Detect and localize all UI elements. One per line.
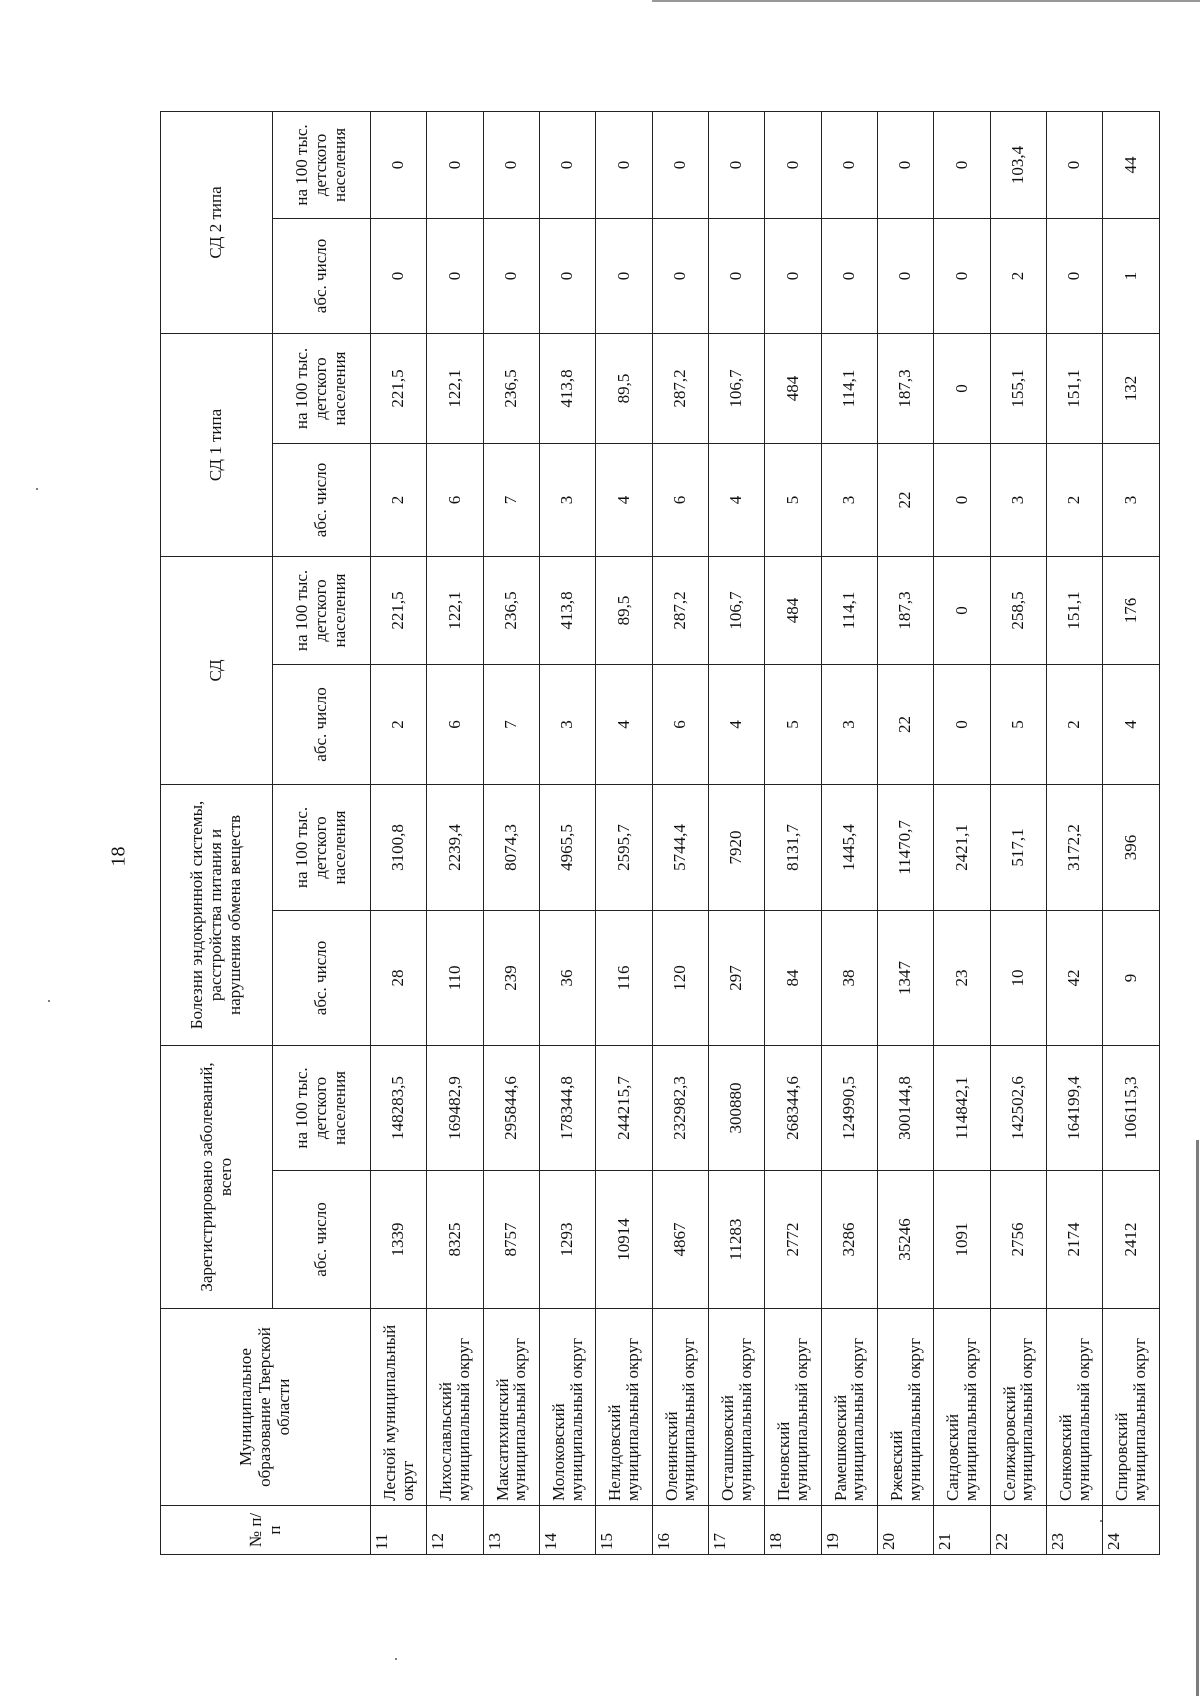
municipality-name: Оленинский муниципальный округ [652, 1309, 708, 1506]
header-registered: Зарегистрировано заболеваний, всего [161, 1045, 273, 1308]
sd1-per100k: 236,5 [483, 333, 539, 443]
municipality-name: Рамешковский муниципальный округ [821, 1309, 877, 1506]
sd1-abs: 2 [371, 443, 427, 556]
sd1-per100k: 89,5 [596, 333, 652, 443]
subheader-abs: абс. число [273, 443, 371, 556]
sd1-per100k: 484 [765, 333, 821, 443]
registered-per100k: 124990,5 [821, 1045, 877, 1170]
row-number: 18 [765, 1506, 821, 1555]
endocrine-abs: 42 [1047, 910, 1103, 1045]
row-number: 14 [540, 1506, 596, 1555]
registered-abs: 1091 [934, 1171, 990, 1309]
sd2-per100k: 0 [709, 111, 765, 218]
sd-abs: 4 [1103, 664, 1160, 784]
sd2-abs: 2 [990, 218, 1046, 333]
table-row [652, 111, 708, 1554]
morbidity-table [160, 111, 1160, 1555]
registered-per100k: 300880 [709, 1045, 765, 1170]
row-number: 21 [934, 1506, 990, 1555]
sd2-per100k: 0 [427, 111, 483, 218]
sd-per100k: 413,8 [540, 556, 596, 664]
registered-abs: 1339 [371, 1171, 427, 1309]
registered-per100k: 148283,5 [371, 1045, 427, 1170]
sd-per100k: 287,2 [652, 556, 708, 664]
subheader-abs: абс. число [273, 1171, 371, 1309]
scan-speck [395, 1658, 397, 1660]
row-number: 24 [1103, 1506, 1160, 1555]
sd2-abs: 0 [652, 218, 708, 333]
sd2-per100k: 103,4 [990, 111, 1046, 218]
sd-per100k: 236,5 [483, 556, 539, 664]
sd-abs: 6 [652, 664, 708, 784]
sd2-abs: 0 [540, 218, 596, 333]
registered-per100k: 295844,6 [483, 1045, 539, 1170]
municipality-name: Спировский муниципальный округ [1103, 1309, 1160, 1506]
sd-per100k: 89,5 [596, 556, 652, 664]
endocrine-per100k: 4965,5 [540, 784, 596, 910]
sd-per100k: 106,7 [709, 556, 765, 664]
sd2-abs: 1 [1103, 218, 1160, 333]
endocrine-abs: 9 [1103, 910, 1160, 1045]
registered-abs: 10914 [596, 1171, 652, 1309]
registered-abs: 35246 [878, 1171, 934, 1309]
table-row [765, 111, 821, 1554]
sd1-abs: 4 [709, 443, 765, 556]
sd-per100k: 258,5 [990, 556, 1046, 664]
endocrine-abs: 84 [765, 910, 821, 1045]
subheader-abs: абс. число [273, 664, 371, 784]
sd2-abs: 0 [878, 218, 934, 333]
sd2-abs: 0 [427, 218, 483, 333]
subheader-per100k: на 100 тыс. детского населения [273, 111, 371, 218]
municipality-name: Нелидовский муниципальный округ [596, 1309, 652, 1506]
sd1-per100k: 114,1 [821, 333, 877, 443]
sd2-abs: 0 [371, 218, 427, 333]
sd1-per100k: 187,3 [878, 333, 934, 443]
row-number: 12 [427, 1506, 483, 1555]
table-row [934, 111, 990, 1554]
sd2-abs: 0 [709, 218, 765, 333]
sd2-per100k: 0 [821, 111, 877, 218]
registered-per100k: 244215,7 [596, 1045, 652, 1170]
header-endocrine: Болезни эндокринной системы, расстройства питания и нарушения обмена веществ [161, 784, 273, 1045]
scan-edge-right [1196, 1140, 1199, 1696]
endocrine-per100k: 5744,4 [652, 784, 708, 910]
scan-speck [48, 1000, 50, 1002]
sd-per100k: 114,1 [821, 556, 877, 664]
header-municipality: Муниципальное образование Тверской области [161, 1309, 371, 1506]
endocrine-abs: 116 [596, 910, 652, 1045]
registered-per100k: 232982,3 [652, 1045, 708, 1170]
endocrine-per100k: 2421,1 [934, 784, 990, 910]
municipality-name: Лесной муниципальный округ [371, 1309, 427, 1506]
registered-abs: 4867 [652, 1171, 708, 1309]
subheader-abs: абс. число [273, 910, 371, 1045]
subheader-per100k: на 100 тыс. детского населения [273, 333, 371, 443]
endocrine-per100k: 3100,8 [371, 784, 427, 910]
registered-abs: 11283 [709, 1171, 765, 1309]
row-number: 15 [596, 1506, 652, 1555]
table-row [990, 111, 1046, 1554]
table-row [596, 111, 652, 1554]
table-row [483, 111, 539, 1554]
registered-per100k: 142502,6 [990, 1045, 1046, 1170]
endocrine-abs: 38 [821, 910, 877, 1045]
page-number: 18 [107, 846, 130, 867]
sd2-abs: 0 [821, 218, 877, 333]
endocrine-abs: 10 [990, 910, 1046, 1045]
sd1-abs: 6 [427, 443, 483, 556]
sd-per100k: 151,1 [1047, 556, 1103, 664]
sd-abs: 6 [427, 664, 483, 784]
sd1-abs: 3 [821, 443, 877, 556]
registered-per100k: 178344,8 [540, 1045, 596, 1170]
endocrine-abs: 297 [709, 910, 765, 1045]
sd-per100k: 484 [765, 556, 821, 664]
sd2-per100k: 0 [596, 111, 652, 218]
sd1-abs: 22 [878, 443, 934, 556]
sd1-per100k: 413,8 [540, 333, 596, 443]
scan-speck [36, 488, 38, 490]
scan-edge-top [652, 0, 1200, 2]
sd1-per100k: 287,2 [652, 333, 708, 443]
registered-per100k: 268344,6 [765, 1045, 821, 1170]
sd-abs: 4 [709, 664, 765, 784]
sd-abs: 22 [878, 664, 934, 784]
sd1-per100k: 0 [934, 333, 990, 443]
endocrine-abs: 23 [934, 910, 990, 1045]
sd2-per100k: 0 [652, 111, 708, 218]
municipality-name: Селижаровский муниципальный округ [990, 1309, 1046, 1506]
table-row [540, 111, 596, 1554]
endocrine-per100k: 1445,4 [821, 784, 877, 910]
municipality-name: Осташковский муниципальный округ [709, 1309, 765, 1506]
registered-abs: 2174 [1047, 1171, 1103, 1309]
sd-abs: 5 [990, 664, 1046, 784]
header-sd: СД [161, 556, 273, 784]
sd1-per100k: 151,1 [1047, 333, 1103, 443]
subheader-per100k: на 100 тыс. детского населения [273, 556, 371, 664]
endocrine-per100k: 7920 [709, 784, 765, 910]
sd1-abs: 5 [765, 443, 821, 556]
table-row [821, 111, 877, 1554]
sd1-abs: 6 [652, 443, 708, 556]
header-sd2: СД 2 типа [161, 111, 273, 333]
municipality-name: Молоковский муниципальный округ [540, 1309, 596, 1506]
sd2-abs: 0 [934, 218, 990, 333]
sd1-abs: 3 [1103, 443, 1160, 556]
row-number: 16 [652, 1506, 708, 1555]
sd-abs: 3 [821, 664, 877, 784]
table-row [427, 111, 483, 1554]
sd1-per100k: 132 [1103, 333, 1160, 443]
registered-abs: 3286 [821, 1171, 877, 1309]
endocrine-per100k: 3172,2 [1047, 784, 1103, 910]
row-number: 13 [483, 1506, 539, 1555]
sd-per100k: 0 [934, 556, 990, 664]
sd-abs: 0 [934, 664, 990, 784]
sd2-abs: 0 [596, 218, 652, 333]
registered-per100k: 300144,8 [878, 1045, 934, 1170]
endocrine-abs: 110 [427, 910, 483, 1045]
endocrine-abs: 120 [652, 910, 708, 1045]
endocrine-per100k: 2239,4 [427, 784, 483, 910]
sd2-per100k: 0 [765, 111, 821, 218]
sd1-per100k: 221,5 [371, 333, 427, 443]
table-body [371, 111, 1160, 1554]
sd1-abs: 3 [540, 443, 596, 556]
endocrine-per100k: 8131,7 [765, 784, 821, 910]
table-row [709, 111, 765, 1554]
endocrine-abs: 239 [483, 910, 539, 1045]
registered-per100k: 164199,4 [1047, 1045, 1103, 1170]
endocrine-per100k: 517,1 [990, 784, 1046, 910]
municipality-name: Сандовский муниципальный округ [934, 1309, 990, 1506]
registered-abs: 1293 [540, 1171, 596, 1309]
endocrine-abs: 1347 [878, 910, 934, 1045]
sd1-per100k: 106,7 [709, 333, 765, 443]
endocrine-abs: 28 [371, 910, 427, 1045]
endocrine-per100k: 2595,7 [596, 784, 652, 910]
endocrine-abs: 36 [540, 910, 596, 1045]
sd2-per100k: 44 [1103, 111, 1160, 218]
sd2-per100k: 0 [483, 111, 539, 218]
sd-abs: 5 [765, 664, 821, 784]
table-row [1047, 111, 1103, 1554]
municipality-name: Максатихинский муниципальный округ [483, 1309, 539, 1506]
sd-per100k: 122,1 [427, 556, 483, 664]
registered-abs: 2756 [990, 1171, 1046, 1309]
subheader-per100k: на 100 тыс. детского населения [273, 784, 371, 910]
header-sd1: СД 1 типа [161, 333, 273, 556]
sd2-per100k: 0 [371, 111, 427, 218]
sd-abs: 2 [1047, 664, 1103, 784]
table-row [878, 111, 934, 1554]
sd1-abs: 7 [483, 443, 539, 556]
subheader-abs: абс. число [273, 218, 371, 333]
municipality-name: Ржевский муниципальный округ [878, 1309, 934, 1506]
sd-per100k: 221,5 [371, 556, 427, 664]
sd-per100k: 187,3 [878, 556, 934, 664]
row-number: 22 [990, 1506, 1046, 1555]
municipality-name: Сонковский муниципальный округ [1047, 1309, 1103, 1506]
sd1-abs: 3 [990, 443, 1046, 556]
sd1-abs: 2 [1047, 443, 1103, 556]
sd2-abs: 0 [483, 218, 539, 333]
row-number: 17 [709, 1506, 765, 1555]
endocrine-per100k: 396 [1103, 784, 1160, 910]
endocrine-per100k: 8074,3 [483, 784, 539, 910]
sd-per100k: 176 [1103, 556, 1160, 664]
subheader-per100k: на 100 тыс. детского населения [273, 1045, 371, 1170]
registered-abs: 2772 [765, 1171, 821, 1309]
header-no: № п/п [161, 1506, 371, 1555]
sd1-per100k: 122,1 [427, 333, 483, 443]
row-number: 23 [1047, 1506, 1103, 1555]
sd2-abs: 0 [765, 218, 821, 333]
sd1-per100k: 155,1 [990, 333, 1046, 443]
sd2-abs: 0 [1047, 218, 1103, 333]
registered-per100k: 114842,1 [934, 1045, 990, 1170]
sd2-per100k: 0 [1047, 111, 1103, 218]
registered-abs: 8325 [427, 1171, 483, 1309]
sd2-per100k: 0 [878, 111, 934, 218]
rotated-table-container [160, 112, 1160, 1555]
sd-abs: 2 [371, 664, 427, 784]
table-row [1103, 111, 1160, 1554]
endocrine-per100k: 11470,7 [878, 784, 934, 910]
sd1-abs: 4 [596, 443, 652, 556]
registered-per100k: 169482,9 [427, 1045, 483, 1170]
sd-abs: 3 [540, 664, 596, 784]
municipality-name: Лихославльский муниципальный округ [427, 1309, 483, 1506]
registered-abs: 2412 [1103, 1171, 1160, 1309]
registered-abs: 8757 [483, 1171, 539, 1309]
registered-per100k: 106115,3 [1103, 1045, 1160, 1170]
sd1-abs: 0 [934, 443, 990, 556]
table-row [371, 111, 427, 1554]
municipality-name: Пеновский муниципальный округ [765, 1309, 821, 1506]
row-number: 20 [878, 1506, 934, 1555]
row-number: 19 [821, 1506, 877, 1555]
sd2-per100k: 0 [934, 111, 990, 218]
sd-abs: 7 [483, 664, 539, 784]
sd2-per100k: 0 [540, 111, 596, 218]
row-number: 11 [371, 1506, 427, 1555]
sd-abs: 4 [596, 664, 652, 784]
